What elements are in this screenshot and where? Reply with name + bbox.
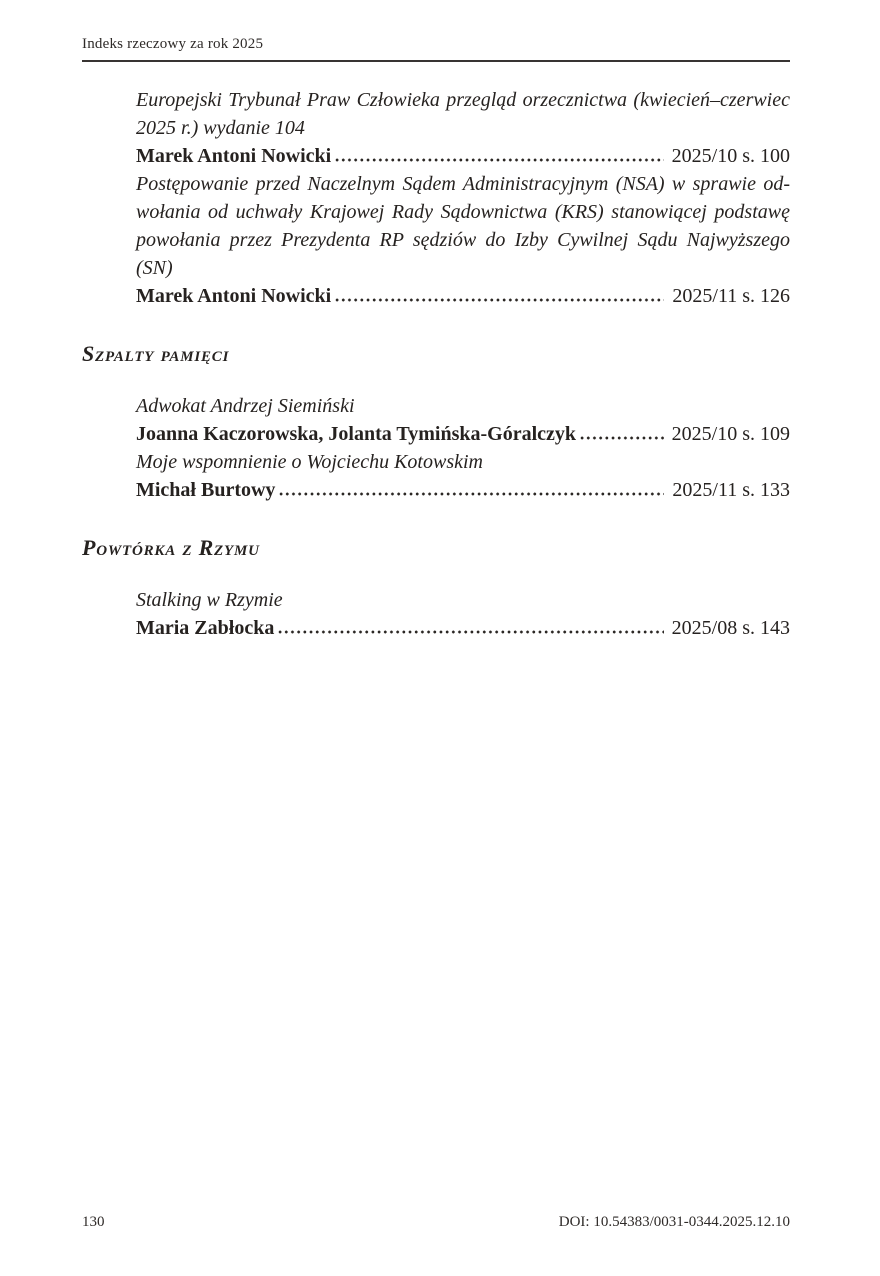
entry-authors: Marek Antoni Nowicki <box>136 145 332 167</box>
index-entry <box>136 170 790 310</box>
index-entry-group <box>82 392 790 504</box>
entry-title: Europejski Trybunał Praw Człowieka przegląd orzecznictwa (kwiecień–czerwiec 2025 r.) wydanie 104 <box>136 89 790 139</box>
header-rule <box>82 60 790 62</box>
dot-leader <box>334 158 663 162</box>
doi-text: DOI: 10.54383/0031-0344.2025.12.10 <box>558 1214 790 1230</box>
running-header: Indeks rzeczowy za rok 2025 <box>82 36 264 52</box>
entry-authors: Michał Burtowy <box>136 479 276 501</box>
entry-page-ref: 2025/10 s. 100 <box>671 145 790 167</box>
index-entry <box>136 392 790 448</box>
entry-title: Moje wspomnienie o Wojciechu Kotowskim <box>136 451 483 473</box>
index-entry <box>136 586 790 642</box>
section-heading: Powtórka z Rzymu <box>82 535 260 560</box>
section-heading: Szpalty pamięci <box>82 341 230 366</box>
index-entry-group <box>82 86 790 310</box>
entry-author-row <box>136 614 790 642</box>
entry-title: Postępowanie przed Naczelnym Sądem Administracyjnym (NSA) w sprawie odwołania od uchwały Krajowej Rady Sądownictwa (KRS) stanowiącej podstawę powołania przez Prezydenta RP sędziów do Izby Cywilnej Sądu Najwyższego (SN) <box>136 173 790 279</box>
entry-author-row <box>136 420 790 448</box>
dot-leader <box>334 298 664 302</box>
entry-title: Adwokat Andrzej Siemiński <box>136 395 355 417</box>
entry-author-row <box>136 142 790 170</box>
entry-authors: Maria Zabłocka <box>136 617 275 639</box>
entry-title: Stalking w Rzymie <box>136 589 283 611</box>
entry-page-ref: 2025/10 s. 109 <box>671 423 790 445</box>
dot-leader <box>579 436 664 440</box>
index-entry <box>136 86 790 170</box>
entry-page-ref: 2025/11 s. 133 <box>672 479 790 501</box>
entry-author-row <box>136 476 790 504</box>
page-footer <box>82 1212 790 1232</box>
entry-authors: Joanna Kaczorowska, Jolanta Tymińska-Góralczyk <box>136 423 577 445</box>
index-entry-group <box>82 586 790 642</box>
dot-leader <box>277 630 663 634</box>
entry-authors: Marek Antoni Nowicki <box>136 285 332 307</box>
entry-author-row <box>136 282 790 310</box>
index-entry <box>136 448 790 504</box>
entry-page-ref: 2025/11 s. 126 <box>672 285 790 307</box>
entry-page-ref: 2025/08 s. 143 <box>671 617 790 639</box>
dot-leader <box>278 492 664 496</box>
page-number: 130 <box>82 1214 105 1230</box>
page-content <box>82 34 790 642</box>
